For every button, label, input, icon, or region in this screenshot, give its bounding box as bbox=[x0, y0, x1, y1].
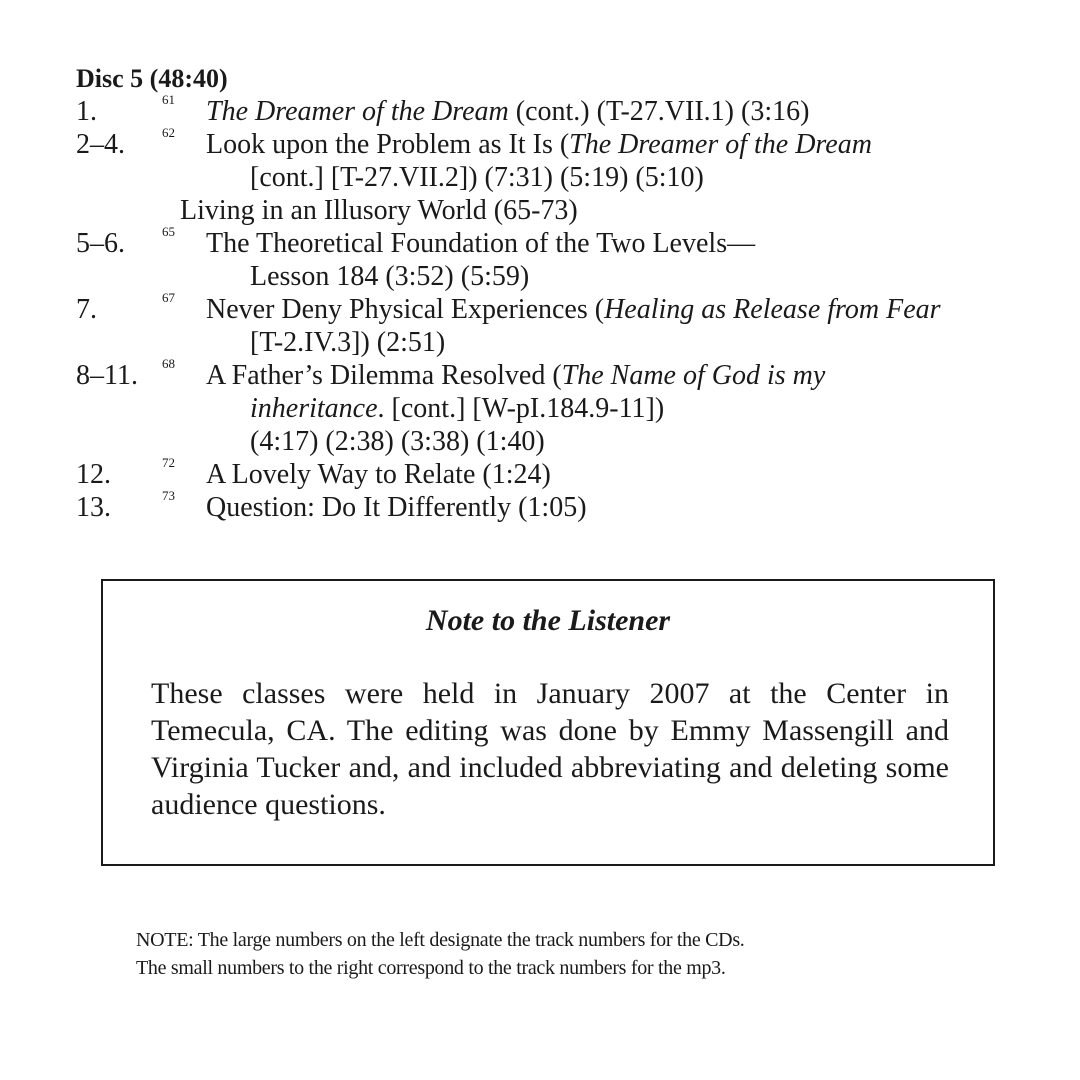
track-title bbox=[76, 293, 1036, 326]
track-title bbox=[76, 95, 1036, 128]
cd-track-number: 8–11. bbox=[76, 360, 138, 391]
track-title-italic: The Name of God is my bbox=[561, 360, 826, 391]
cd-track-number: 2–4. bbox=[76, 129, 125, 160]
mp3-track-number: 72 bbox=[162, 455, 175, 470]
mp3-track-number: 62 bbox=[162, 125, 175, 140]
note-title: Note to the Listener bbox=[425, 604, 671, 637]
track-title-italic: The Dreamer of the Dream bbox=[206, 96, 509, 127]
footnote bbox=[136, 926, 996, 982]
note-box bbox=[101, 579, 995, 866]
track-continuation-italic: inheritance bbox=[250, 393, 378, 424]
cd-track-number: 13. bbox=[76, 492, 111, 523]
footnote-line: NOTE: The large numbers on the left designate the track numbers for the CDs. bbox=[136, 929, 745, 951]
mp3-track-number: 61 bbox=[162, 92, 175, 107]
track-title-text: Look upon the Problem as It Is ( bbox=[206, 129, 570, 160]
track-continuation-text: . [cont.] [W-pI.184.9-11]) bbox=[377, 393, 665, 424]
disc-title: Disc 5 (48:40) bbox=[76, 64, 228, 93]
track-title: A Lovely Way to Relate (1:24) bbox=[206, 459, 551, 490]
cd-track-number: 1. bbox=[76, 96, 97, 127]
track-title-italic: The Dreamer of the Dream bbox=[569, 129, 872, 160]
track-row bbox=[76, 290, 1036, 326]
track-row bbox=[76, 224, 1036, 260]
track-title bbox=[76, 128, 1036, 161]
track-title: Question: Do It Differently (1:05) bbox=[206, 492, 587, 523]
track-row bbox=[76, 488, 1036, 524]
disc-listing bbox=[76, 62, 1036, 524]
track-title-italic: Healing as Release from Fear bbox=[604, 294, 941, 325]
footnote-line: The small numbers to the right correspond to the track numbers for the mp3. bbox=[136, 957, 726, 979]
track-title: The Theoretical Foundation of the Two Levels— bbox=[206, 228, 756, 259]
track-title-text: A Father’s Dilemma Resolved ( bbox=[206, 360, 562, 391]
track-continuation bbox=[76, 392, 1036, 425]
track-continuation: Lesson 184 (3:52) (5:59) bbox=[250, 261, 530, 292]
track-title-text: Never Deny Physical Experiences ( bbox=[206, 294, 605, 325]
track-title-text: (cont.) (T-27.VII.1) (3:16) bbox=[508, 96, 810, 127]
track-title bbox=[76, 359, 1036, 392]
track-continuation: [T-2.IV.3]) (2:51) bbox=[250, 327, 446, 358]
track-continuation: (4:17) (2:38) (3:38) (1:40) bbox=[250, 426, 545, 457]
track-continuation: [cont.] [T-27.VII.2]) (7:31) (5:19) (5:10) bbox=[250, 162, 704, 193]
track-row bbox=[76, 356, 1036, 392]
mp3-track-number: 68 bbox=[162, 356, 175, 371]
cd-track-number: 7. bbox=[76, 294, 97, 325]
mp3-track-number: 73 bbox=[162, 488, 175, 503]
section-heading: Living in an Illusory World (65-73) bbox=[180, 195, 578, 226]
cd-track-number: 5–6. bbox=[76, 228, 125, 259]
track-row bbox=[76, 92, 1036, 128]
cd-track-number: 12. bbox=[76, 459, 111, 490]
track-row bbox=[76, 125, 1036, 161]
mp3-track-number: 67 bbox=[162, 290, 175, 305]
track-row bbox=[76, 455, 1036, 491]
mp3-track-number: 65 bbox=[162, 224, 175, 239]
note-body: These classes were held in January 2007 at the Center in Temecula, CA. The editing was done by Emmy Massengill and Virginia Tucker and, and included abbreviating and deleting some audience questions. bbox=[151, 677, 949, 821]
